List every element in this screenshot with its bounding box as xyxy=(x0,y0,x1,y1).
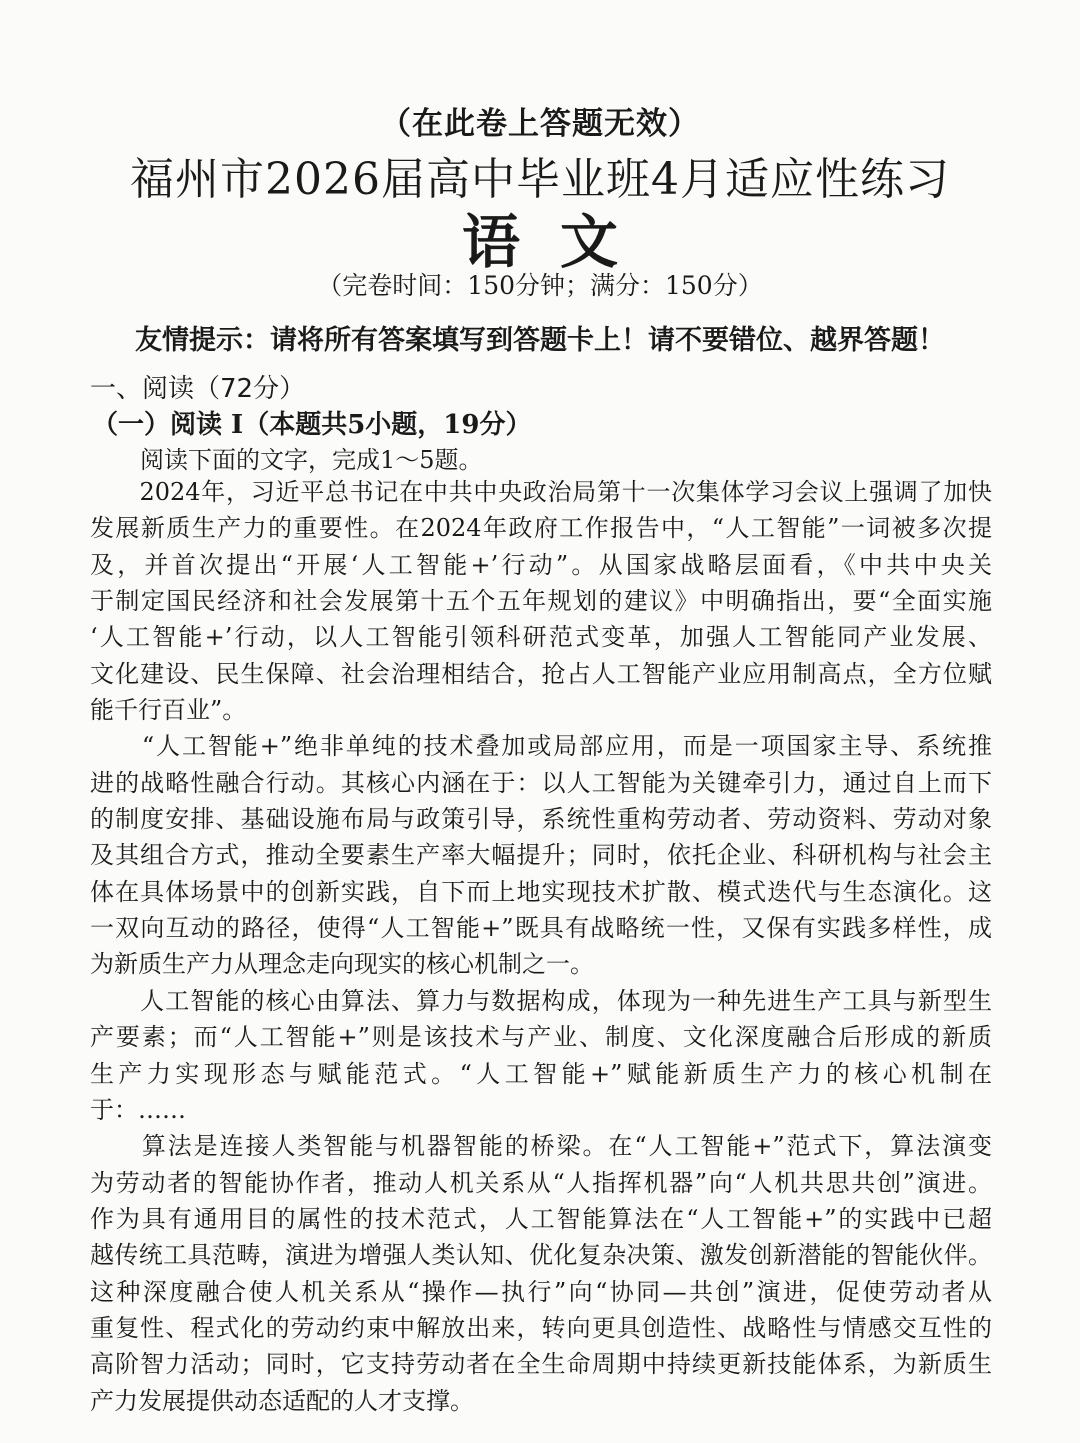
section-instruction: 阅读下面的文字，完成1～5题。 xyxy=(140,446,483,474)
passage-line: 的制度安排、基础设施布局与政策引导，系统性重构劳动者、劳动资料、劳动对象 xyxy=(90,805,992,834)
passage-line: 发展新质生产力的重要性。在2024年政府工作报告中，“人工智能”一词被多次提 xyxy=(90,514,992,543)
subject-title: 语文 xyxy=(461,208,658,276)
passage-line: ‘人工智能+’行动，以人工智能引领科研范式变革，加强人工智能同产业发展、 xyxy=(90,623,992,652)
passage-line: 重复性、程式化的劳动约束中解放出来，转向更具创造性、战略性与情感交互性的 xyxy=(90,1313,992,1342)
passage-line: 生产力实现形态与赋能范式。“人工智能+”赋能新质生产力的核心机制在 xyxy=(90,1059,992,1088)
passage-line: 能千行百业”。 xyxy=(90,696,247,725)
passage-line: 为新质生产力从理念走向现实的核心机制之一。 xyxy=(90,950,594,979)
passage-line: 进的战略性融合行动。其核心内涵在于：以人工智能为关键牵引力，通过自上而下 xyxy=(90,768,992,797)
passage-line: 越传统工具范畴，演进为增强人类认知、优化复杂决策、激发创新潜能的智能伙伴。 xyxy=(90,1241,992,1270)
passage-line: 产要素；而“人工智能+”则是该技术与产业、制度、文化深度融合后形成的新质 xyxy=(90,1023,992,1052)
time-info: （完卷时间：150分钟；满分：150分） xyxy=(317,271,763,300)
passage-line: 人工智能的核心由算法、算力与数据构成，体现为一种先进生产工具与新型生 xyxy=(90,986,992,1015)
passage-line: 作为具有通用目的属性的技术范式，人工智能算法在“人工智能+”的实践中已超 xyxy=(90,1204,992,1233)
passage-line: “人工智能+”绝非单纯的技术叠加或局部应用，而是一项国家主导、系统推 xyxy=(90,732,992,761)
friendly-tip: 友情提示：请将所有答案填写到答题卡上！请不要错位、越界答题！ xyxy=(135,325,945,356)
passage-line: 文化建设、民生保障、社会治理相结合，抢占人工智能产业应用制高点，全方位赋 xyxy=(90,659,992,688)
section-subheading: （一）阅读 I（本题共5小题，19分） xyxy=(92,410,532,440)
passage-line: 为劳动者的智能协作者，推动人机关系从“人指挥机器”向“人机共思共创”演进。 xyxy=(90,1168,992,1197)
passage-line: 2024年，习近平总书记在中共中央政治局第十一次集体学习会议上强调了加快 xyxy=(90,478,992,506)
passage-line: 于：…… xyxy=(90,1095,186,1124)
passage-body xyxy=(90,474,992,1419)
passage-line: 及，并首次提出“开展‘人工智能+’行动”。从国家战略层面看，《中共中央关 xyxy=(90,550,992,579)
passage-line: 高阶智力活动；同时，它支持劳动者在全生命周期中持续更新技能体系，为新质生 xyxy=(90,1350,992,1379)
passage-line: 这种深度融合使人机关系从“操作—执行”向“协同—共创”演进，促使劳动者从 xyxy=(90,1277,992,1306)
passage-line: 体在具体场景中的创新实践，自下而上地实现技术扩散、模式迭代与生态演化。这 xyxy=(90,877,992,906)
passage-line: 及其组合方式，推动全要素生产率大幅提升；同时，依托企业、科研机构与社会主 xyxy=(90,841,992,870)
passage-line: 算法是连接人类智能与机器智能的桥梁。在“人工智能+”范式下，算法演变 xyxy=(90,1132,992,1161)
passage-line: 于制定国民经济和社会发展第十五个五年规划的建议》中明确指出，要“全面实施 xyxy=(90,587,992,616)
section-heading: 一、阅读（72分） xyxy=(90,374,306,404)
exam-title: 福州市2026届高中毕业班4月适应性练习 xyxy=(130,154,950,205)
invalid-notice: （在此卷上答题无效） xyxy=(380,106,700,142)
passage-line: 一双向互动的路径，使得“人工智能+”既具有战略统一性，又保有实践多样性，成 xyxy=(90,914,992,943)
passage-line: 产力发展提供动态适配的人才支撑。 xyxy=(90,1386,474,1415)
